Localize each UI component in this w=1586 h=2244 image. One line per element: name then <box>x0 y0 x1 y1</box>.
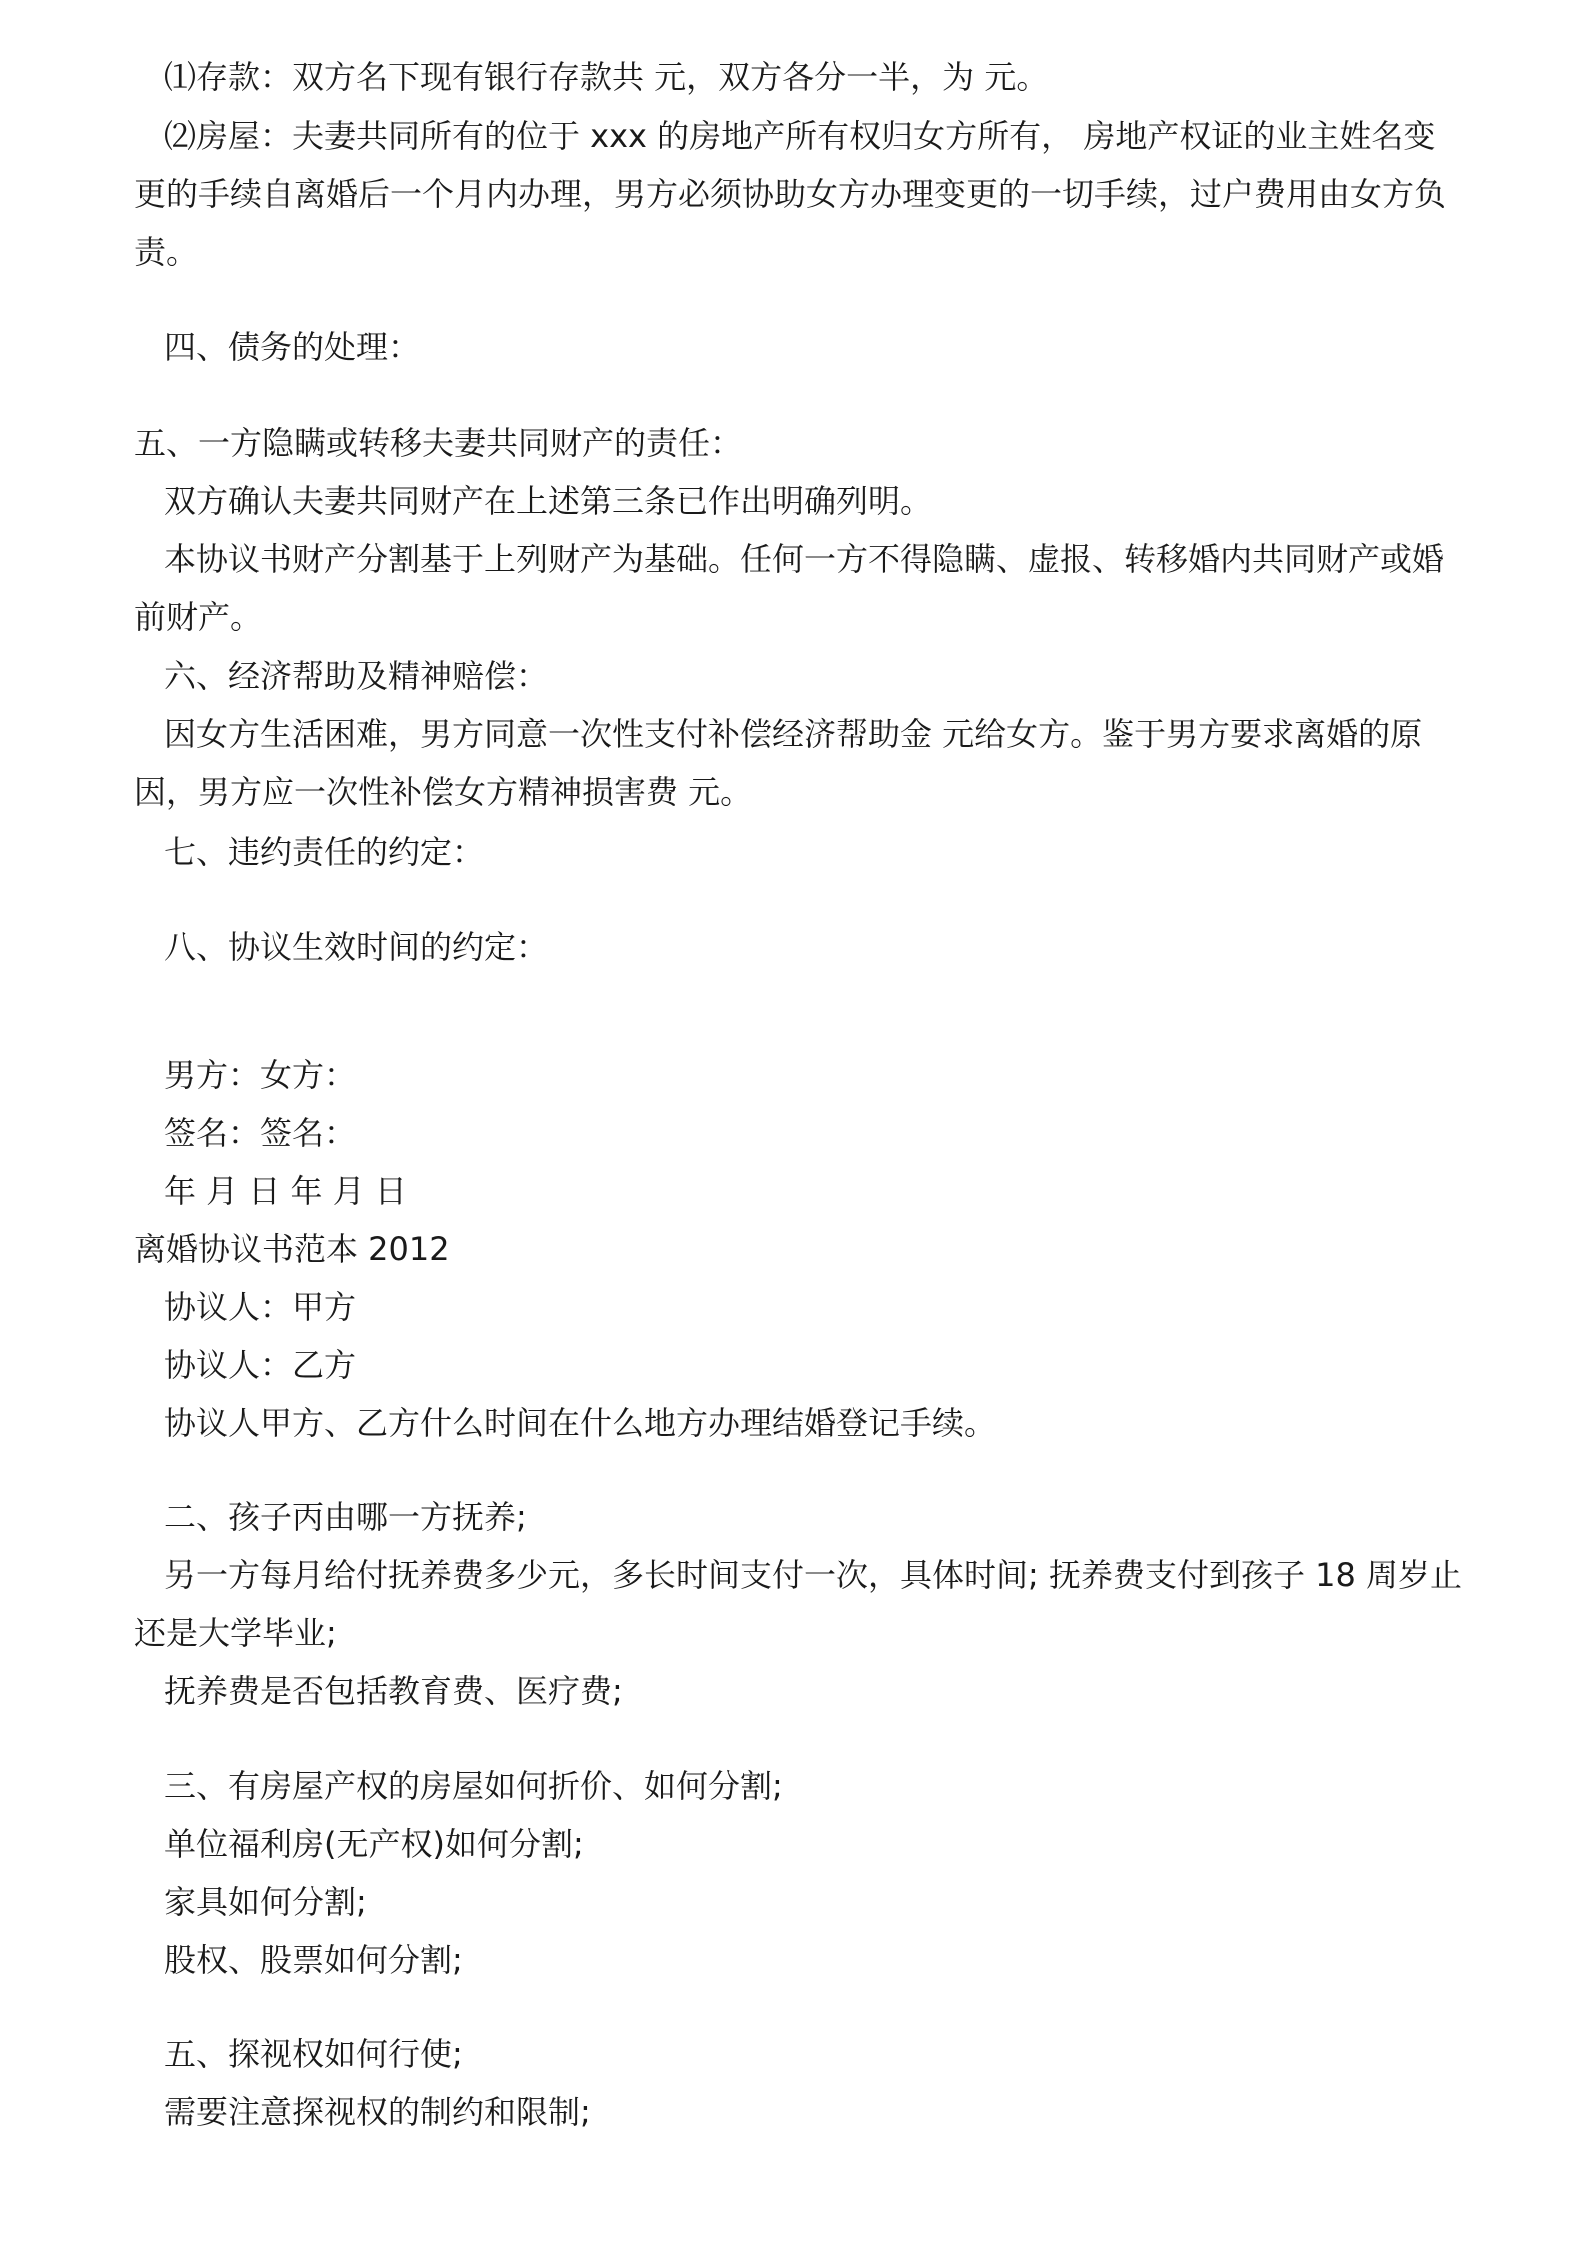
heading-visitation: 五、探视权如何行使; <box>164 2035 463 2073</box>
paragraph-house: ⑵房屋：夫妻共同所有的位于 xxx 的房地产所有权归女方所有， 房地产权证的业主姓名变更的手续自离婚后一个月内办理，男方必须协助女方办理变更的一切手续，过户费用由女方负责。 <box>134 117 1447 271</box>
paragraph-compensation: 因女方生活困难，男方同意一次性支付补偿经济帮助金 元给女方。鉴于男方要求离婚的原因，男方应一次性补偿女方精神损害费 元。 <box>134 715 1423 811</box>
paragraph-furniture: 家具如何分割; <box>164 1883 367 1921</box>
paragraph-marriage-registration: 协议人甲方、乙方什么时间在什么地方办理结婚登记手续。 <box>164 1404 997 1442</box>
paragraph-shares: 股权、股票如何分割; <box>164 1941 463 1979</box>
heading-effective: 八、协议生效时间的约定： <box>164 928 549 966</box>
heading-compensation: 六、经济帮助及精神赔偿： <box>164 657 549 695</box>
heading-concealment: 五、一方隐瞒或转移夫妻共同财产的责任： <box>134 424 743 462</box>
paragraph-child-support: 另一方每月给付抚养费多少元，多长时间支付一次，具体时间; 抚养费支付到孩子 18 周岁止还是大学毕业; <box>134 1556 1463 1652</box>
heading-custody: 二、孩子丙由哪一方抚养; <box>164 1498 527 1536</box>
paragraph-support-scope: 抚养费是否包括教育费、医疗费; <box>164 1672 623 1710</box>
document-title: 离婚协议书范本 2012 <box>134 1230 450 1268</box>
heading-debt: 四、债务的处理： <box>164 328 421 366</box>
paragraph-basis: 本协议书财产分割基于上列财产为基础。任何一方不得隐瞒、虚报、转移婚内共同财产或婚前财产。 <box>134 540 1445 636</box>
paragraph-deposit: ⑴存款：双方名下现有银行存款共 元，双方各分一半，为 元。 <box>164 58 1049 96</box>
paragraph-visitation-limits: 需要注意探视权的制约和限制; <box>164 2093 591 2131</box>
signature-sign: 签名：签名： <box>164 1114 357 1152</box>
signature-date: 年 月 日 年 月 日 <box>164 1172 407 1210</box>
heading-property: 三、有房屋产权的房屋如何折价、如何分割; <box>164 1767 783 1805</box>
party-a: 协议人：甲方 <box>164 1288 357 1326</box>
paragraph-confirm: 双方确认夫妻共同财产在上述第三条已作出明确列明。 <box>164 482 933 520</box>
signature-parties: 男方：女方： <box>164 1056 357 1094</box>
paragraph-welfare-housing: 单位福利房(无产权)如何分割; <box>164 1825 584 1863</box>
heading-breach: 七、违约责任的约定： <box>164 833 485 871</box>
party-b: 协议人：乙方 <box>164 1346 357 1384</box>
